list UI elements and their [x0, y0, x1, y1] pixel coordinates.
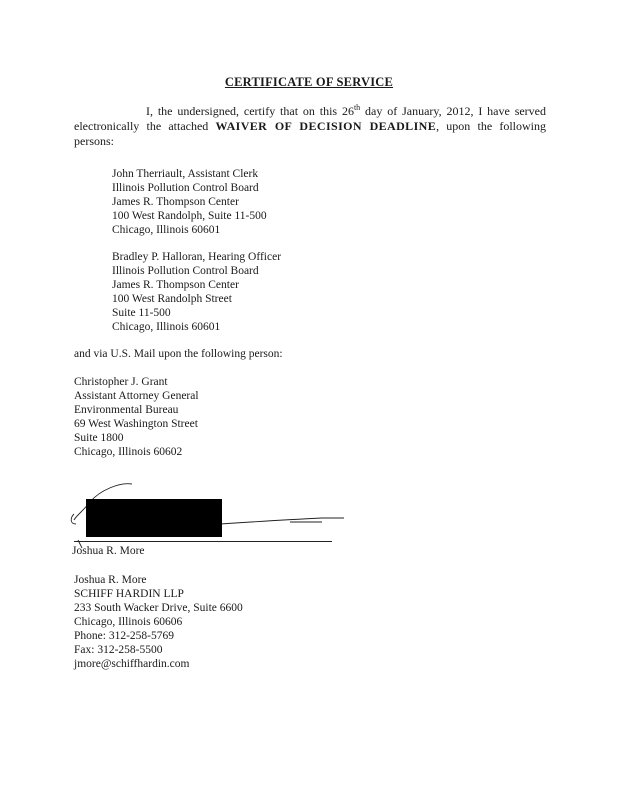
recipient-attorney-general	[74, 375, 199, 459]
address-line: Illinois Pollution Control Board	[112, 182, 259, 194]
address-line: James R. Thompson Center	[112, 279, 239, 291]
sender-line: Fax: 312-258-5500	[74, 644, 163, 656]
address-line: John Therriault, Assistant Clerk	[112, 168, 259, 180]
address-line: Bradley P. Halloran, Hearing Officer	[112, 251, 282, 263]
address-line: Christopher J. Grant	[74, 376, 168, 388]
address-line: Suite 1800	[74, 432, 124, 444]
document-title: WAIVER OF DECISION DEADLINE	[215, 119, 437, 133]
address-line: Chicago, Illinois 60601	[112, 321, 221, 333]
sender-line: 233 South Wacker Drive, Suite 6600	[74, 602, 243, 614]
address-line: Assistant Attorney General	[74, 390, 199, 402]
address-line: 100 West Randolph Street	[112, 293, 232, 305]
address-line: Chicago, Illinois 60601	[112, 224, 221, 236]
sender-line: Chicago, Illinois 60606	[74, 616, 183, 628]
intro-text-1: I, the undersigned, certify that on this 26	[146, 104, 354, 118]
intro-ordinal: th	[353, 103, 361, 112]
address-line: James R. Thompson Center	[112, 196, 239, 208]
signature-printed-name: Joshua R. More	[72, 545, 145, 557]
recipient-hearing-officer	[112, 250, 281, 334]
signature-redaction	[86, 499, 222, 537]
recipient-clerk	[112, 167, 267, 237]
intro-text-3: , upon the following persons:	[74, 119, 547, 148]
page-title: CERTIFICATE OF SERVICE	[224, 75, 394, 89]
sender-block	[74, 573, 243, 671]
sender-line: Phone: 312-258-5769	[74, 630, 174, 642]
mail-intro: and via U.S. Mail upon the following person:	[74, 348, 283, 360]
address-line: 69 West Washington Street	[74, 418, 198, 430]
address-line: Suite 11-500	[112, 307, 171, 319]
sender-line: SCHIFF HARDIN LLP	[74, 588, 184, 600]
intro-text-2: day of January, 2012, I have served electronically the attached	[74, 104, 547, 133]
address-line: Illinois Pollution Control Board	[112, 265, 259, 277]
sender-line: Joshua R. More	[74, 574, 147, 586]
sender-email: jmore@schiffhardin.com	[74, 658, 190, 670]
signature-line	[74, 541, 332, 542]
address-line: Chicago, Illinois 60602	[74, 446, 183, 458]
certification-paragraph	[74, 100, 546, 149]
address-line: Environmental Bureau	[74, 404, 179, 416]
address-line: 100 West Randolph, Suite 11-500	[112, 210, 267, 222]
